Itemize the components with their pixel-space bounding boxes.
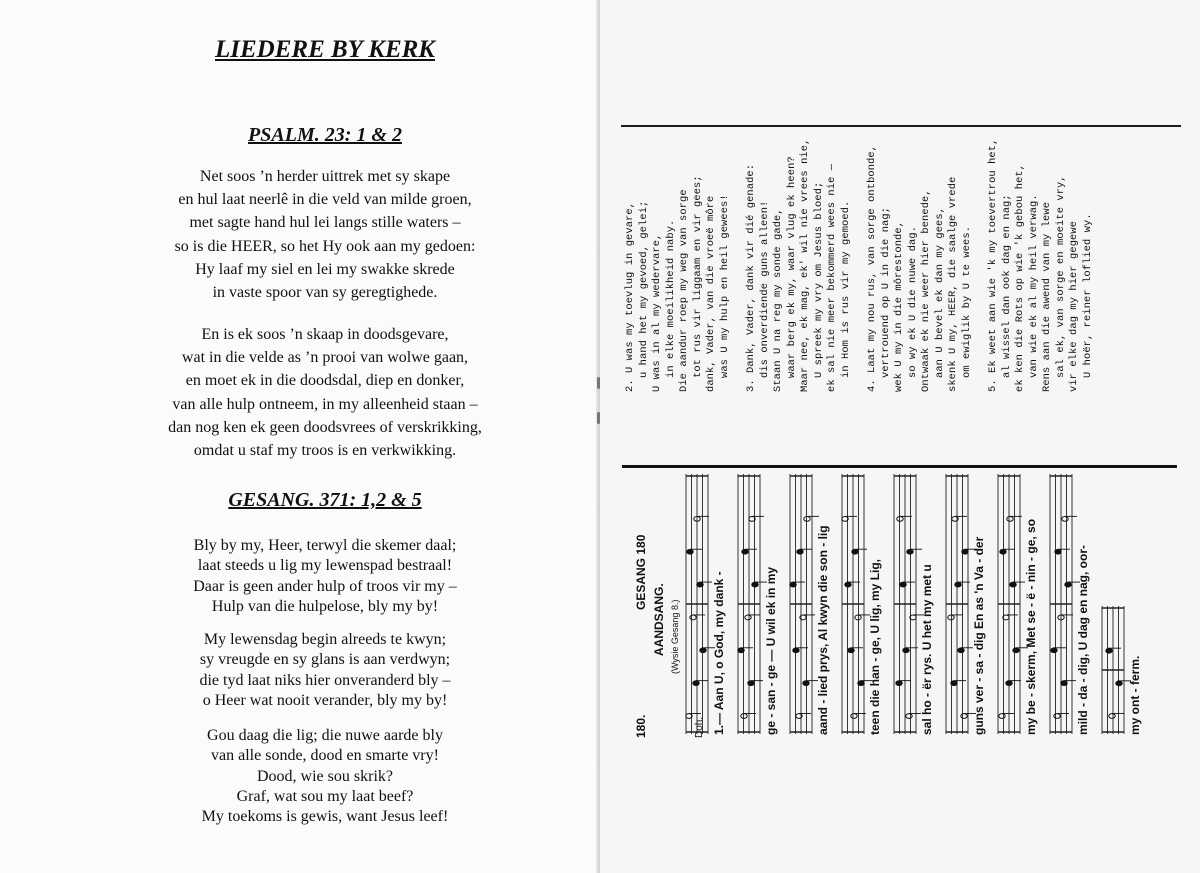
verse-line: in vaste spoor van sy geregtighede. (212, 283, 438, 301)
hymn-stanza-line: skenk U my, HEER, die saalge vrede (947, 176, 959, 392)
stanza-gap (974, 127, 987, 392)
hymn-stanza-line: van wie ek al my heil verwag. (1027, 194, 1040, 378)
hymn-subtitle: AANDSANG. (652, 583, 666, 656)
hymn-stanza-line: ek ken die Rots op wie 'k gebou het, (1014, 163, 1026, 392)
lyric-text: guns ver - sa - dig En as 'n Va - der (972, 536, 986, 735)
stanza-line-text: Ek weet aan wie 'k my toevertrou het, (987, 138, 999, 373)
hymn-stanza-line: so wy ek U die nuwe dag. (906, 225, 919, 378)
verse-line: Gou daag die lig; die nuwe aarde bly (207, 727, 443, 744)
verse-line: dan nog ken ek geen doodsvrees of verskrikking, (168, 418, 482, 436)
hymn-stanza-line: Die aandur roep my weg van sorge (678, 189, 690, 392)
verse-line: sy vreugde en sy glans is aan verdwyn; (199, 651, 451, 669)
hymn-stanza-line: sal ek, van sorge en moeite vry, (1054, 175, 1067, 378)
psalm-heading: PSALM. 23: 1 & 2 (248, 124, 402, 146)
hymn-key: Doh. (694, 716, 705, 738)
verse-line: Hy laaf my siel en lei my swakke skrede (195, 260, 455, 278)
lyric-text: 1.— Aan U, o God, my dank - (712, 571, 726, 735)
hymn-stanza-line: dis onverdiende guns alleen! (758, 200, 771, 378)
hymn-stanza-line: vertrouend op U in die nag; (879, 206, 892, 378)
psalm-stanza-1 (0, 165, 650, 304)
stanza-line-text: Dank, Vader, dank vir dié genade: (745, 163, 757, 373)
hymn-stanza-line: U was in al my wedervare, (651, 233, 663, 392)
hymn-stanza-line: wek U my in die môrestonde, (893, 220, 905, 392)
hymn-title: GESANG 180 (634, 534, 648, 610)
verse-line: wat in die velde as ’n prooi van wolwe gaan, (181, 349, 469, 367)
hymn-stanza-line: U spreek my vry om Jesus bloed; (812, 181, 825, 378)
gesang-stanza-2 (0, 630, 650, 711)
hymn-stanza-line: al wissel dan ook dag en nag; (1000, 194, 1013, 378)
stanza-line-text: Laat my nou rus, van sorge ontbonde, (866, 144, 878, 373)
verse-line: My toekoms is gewis, want Jesus leef! (201, 808, 449, 826)
lyric-text: ge - san - ge — U wil ek in my (764, 566, 778, 735)
hymn-stanza-line: in elke moeilikheid naby. (664, 219, 677, 378)
stanza-number: 3. (745, 372, 757, 392)
gesang-stanza-3 (0, 726, 650, 827)
verse-line: laat steeds u lig my lewenspad bestraal! (197, 557, 453, 575)
hymn-stanza-line: u hand het my gevoed, gelei; (637, 200, 650, 378)
verse-line: Bly by my, Heer, terwyl die skemer daal; (193, 537, 457, 554)
stanza-number: 5. (987, 372, 999, 392)
verse-line: en moet ek in die doodsdal, diep en donker, (185, 372, 465, 390)
hymn-stanza-line: om ewiglik by U te wees. (960, 225, 973, 378)
verse-line: Net soos ’n herder uittrek met sy skape (199, 168, 451, 185)
gesang-stanza-1 (0, 536, 650, 617)
hymn-stanza-line (987, 127, 1001, 392)
verse-line: Graf, wat sou my laat beef? (236, 787, 414, 805)
stanza-line-text: U was my toevlug in gevare, (624, 201, 636, 373)
hymn-stanza-line: in Hom is rus vir my gemoed. (839, 200, 852, 378)
hymn-tune: (Wysie Gesang 8.) (670, 599, 680, 674)
hymn-stanza-line: Maar nee, ek mag, ek' wil nie vrees nie, (799, 138, 811, 392)
hymn-stanza-line: Ontwaak ek nie weer hier benede, (920, 189, 932, 392)
hymn-stanza-line (624, 127, 638, 392)
lyric-text: mild - da - dig, U dag en nag, oor- (1076, 545, 1090, 735)
hymn-stanza-line: aan U bevel ek dan my gees, (933, 206, 946, 378)
hymn-number: 180. (634, 714, 648, 738)
music-staff (738, 474, 767, 734)
lyric-text: teen die han - ge, U lig, my Lig, (868, 558, 882, 735)
hymn-stanza-line (745, 127, 759, 392)
page-title: LIEDERE BY KERK (215, 36, 435, 63)
psalm-stanza-2 (0, 323, 650, 462)
verse-line: En is ek soos ’n skaap in doodsgevare, (201, 326, 449, 343)
verse-line: en hul laat neerlê in die veld van milde groen, (178, 191, 472, 209)
lyric-text: sal ho - ër rys. U het my met u (920, 564, 934, 735)
hymn-stanza-line: Staan U na reg my sonde gade, (772, 208, 784, 392)
right-page (600, 0, 1200, 873)
stanza-gap (853, 127, 866, 392)
hymn-stanza-line: U hoër, reiner loflied wy. (1081, 213, 1094, 378)
hymn-stanza-line: dank, Vader, van die vroeë môre (705, 195, 717, 392)
verse-line: so is die HEER, so het Hy ook aan my gedoen: (174, 237, 476, 255)
verse-line: van alle sonde, dood en smarte vry! (211, 747, 439, 765)
lyric-text: aand - lied prys, Al kwyn die son - lig (816, 525, 830, 735)
verse-line: Dood, wie sou skrik? (257, 767, 393, 785)
verse-line: van alle hulp ontneem, in my alleenheid staan – (172, 395, 478, 413)
hymn-stanza-line: Rens aan die awend van my lewe (1041, 201, 1053, 392)
hymn-stanza-line: vir elke dag my hier gegewe (1068, 220, 1080, 392)
verse-line: Hulp van die hulpelose, bly my by! (211, 597, 439, 615)
verse-line: o Heer wat nooit verander, bly my by! (202, 691, 448, 709)
stanza-number: 4. (866, 372, 878, 392)
verse-line: My lewensdag begin alreeds te kwyn; (203, 631, 447, 648)
sheet-music-staves (624, 466, 1179, 738)
hymn-stanza-line: ek sal nie meer bekommerd wees nie — (826, 163, 838, 392)
hymn-stanza-line: was U my hulp en heil gewees! (718, 194, 731, 378)
verse-line: met sagte hand hul lei langs stille waters – (189, 214, 461, 232)
stanza-gap (732, 127, 745, 392)
gesang-heading: GESANG. 371: 1,2 & 5 (228, 489, 422, 511)
music-staff (1102, 606, 1131, 734)
hymn-stanza-line: waar berg ek my, waar vlug ek heen? (785, 156, 798, 378)
verse-line: die tyd laat niks hier onveranderd bly – (199, 671, 451, 689)
hymn-stanza-line (866, 127, 880, 392)
music-staff (790, 474, 819, 734)
hymn-stanza-line: tot rus vir liggaam en vir gees; (691, 175, 704, 378)
lyric-text: my be - skerm, Met se - ë - nin - ge, so (1024, 518, 1038, 735)
lyric-text: my ont - ferm. (1128, 655, 1142, 735)
verse-line: omdat u staf my troos is en verkwikking. (193, 441, 457, 459)
verse-line: Daar is geen ander hulp of troos vir my – (193, 577, 457, 595)
stanza-number: 2. (624, 372, 636, 392)
